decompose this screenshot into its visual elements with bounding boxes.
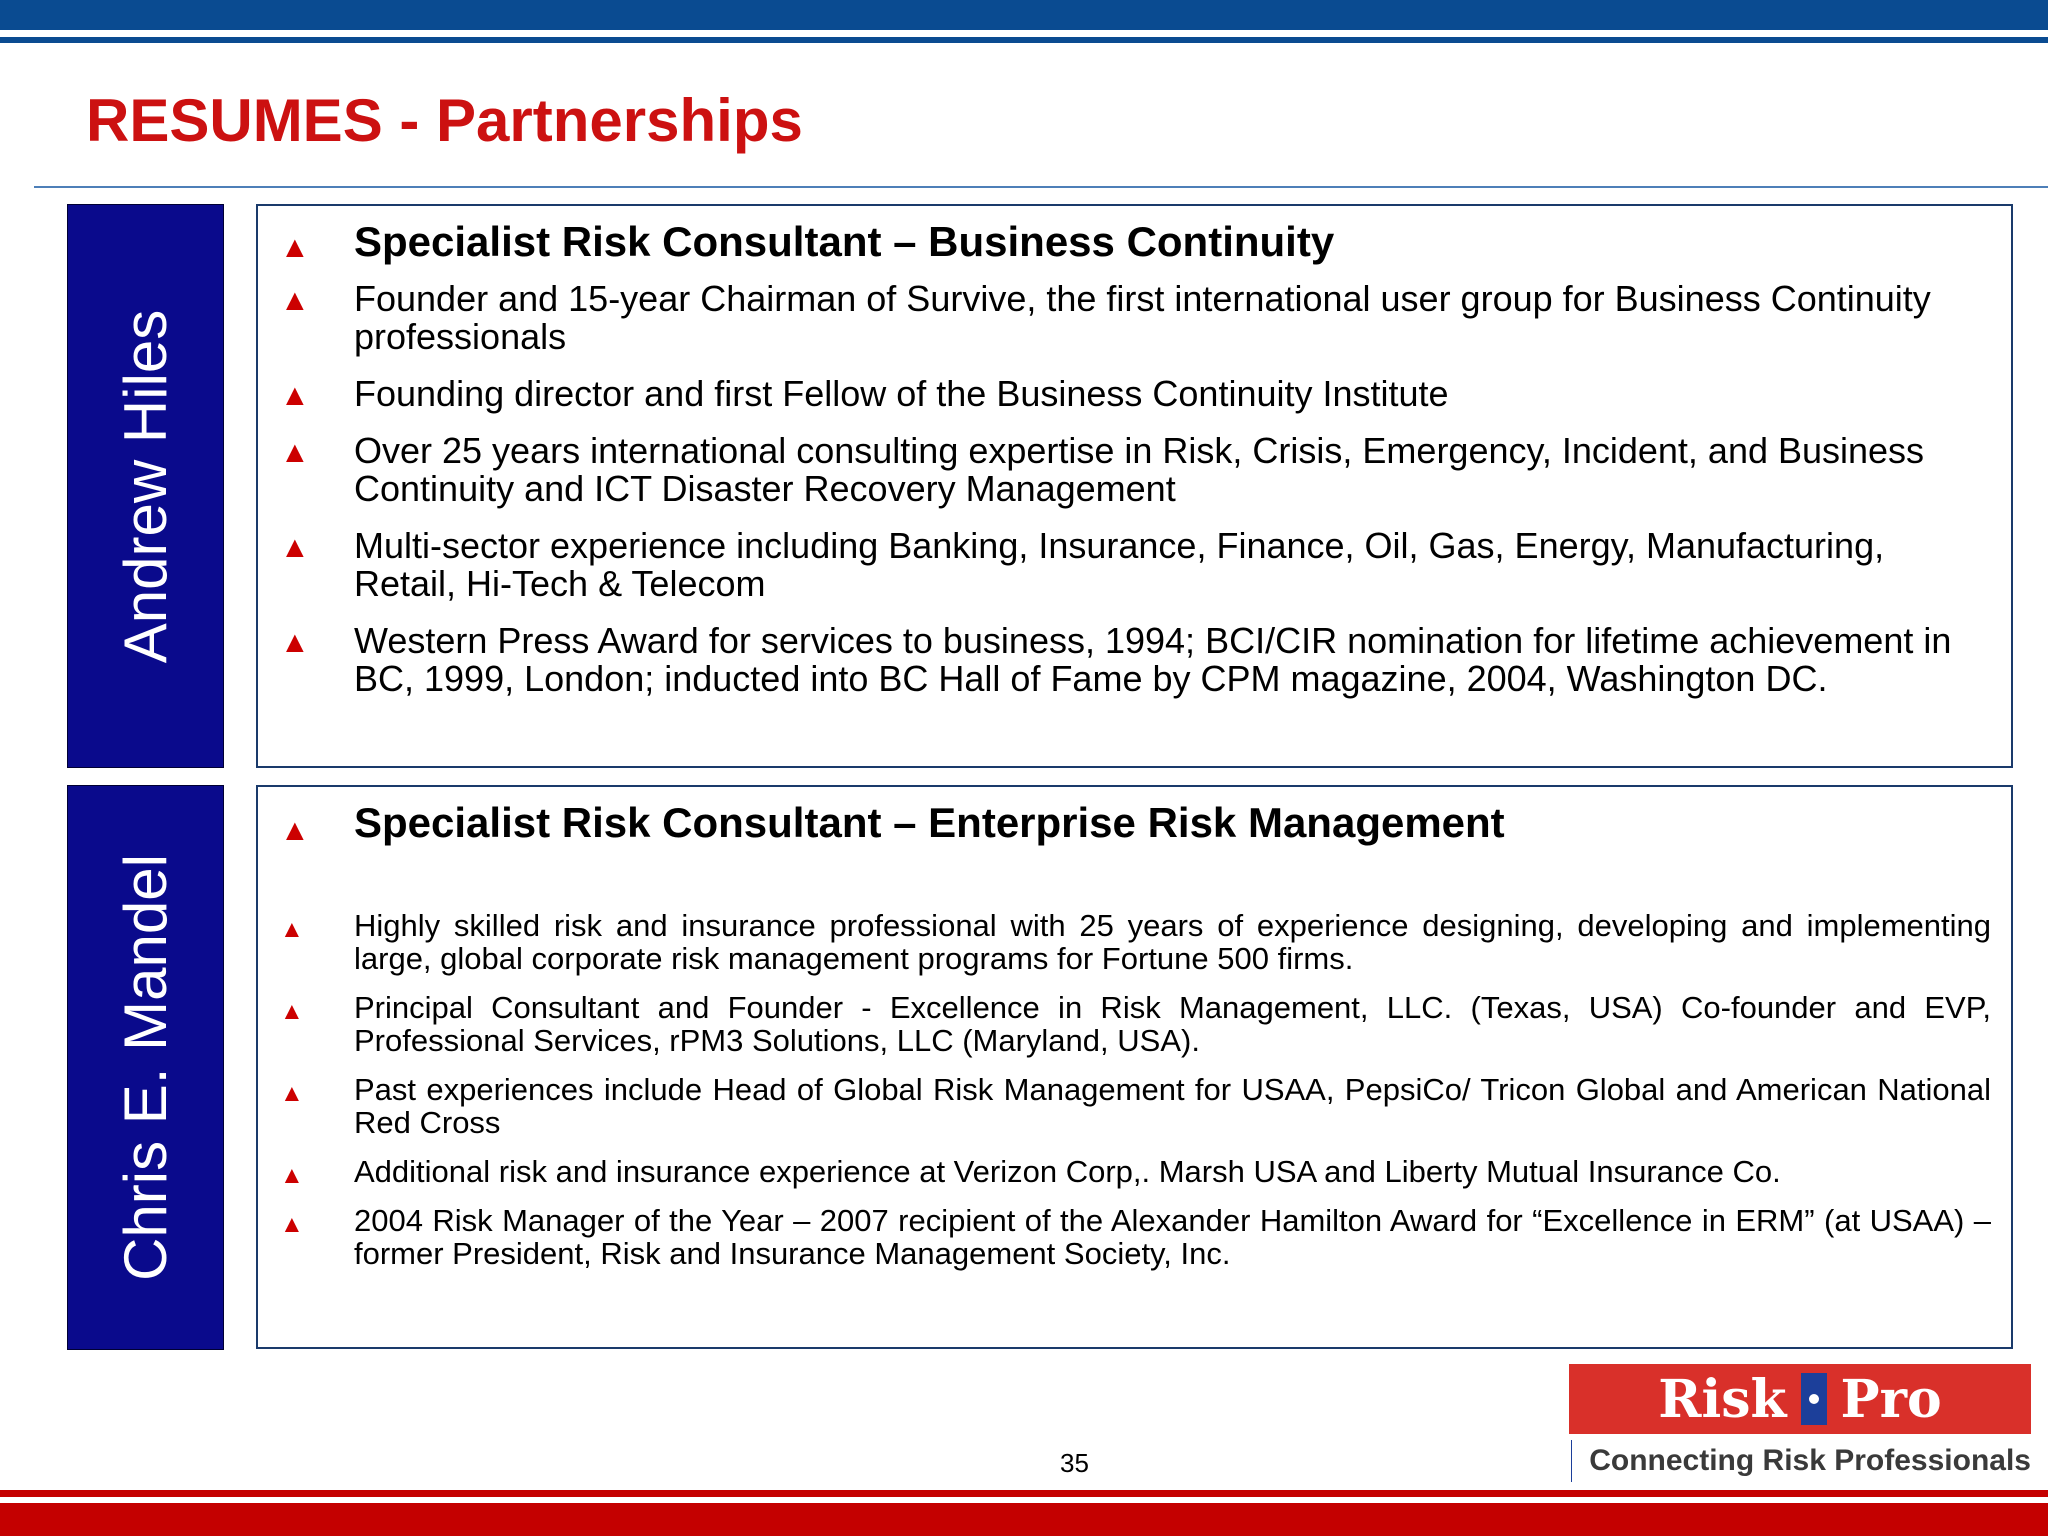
- red-triangle-icon: ▲: [280, 531, 310, 564]
- bullet-text: Highly skilled risk and insurance professional with 25 years of experience designing, developing and implementing large, global corporate risk management programs for Fortune 500 firms.: [354, 908, 1991, 976]
- red-triangle-icon: ▲: [280, 814, 310, 847]
- bullet-text: Founding director and first Fellow of the Business Continuity Institute: [354, 373, 1449, 414]
- person-name: Chris E. Mandel: [112, 854, 180, 1281]
- bullet-text: Western Press Award for services to business, 1994; BCI/CIR nomination for lifetime achievement in BC, 1999, London; inducted into BC Hall of Fame by CPM magazine, 2004, Washington DC.: [354, 620, 1952, 699]
- list-item: [258, 432, 2011, 508]
- red-triangle-icon: ▲: [280, 998, 304, 1025]
- bullet-list: [258, 799, 2011, 1286]
- title-divider: [34, 186, 2048, 188]
- bullet-text: Over 25 years international consulting expertise in Risk, Crisis, Emergency, Incident, and Business Continuity and ICT Disaster Recovery Management: [354, 430, 1925, 509]
- riskpro-logo: [1569, 1364, 2031, 1486]
- red-triangle-icon: ▲: [280, 1162, 304, 1189]
- footer-bar: [0, 1503, 2048, 1536]
- logo-tagline-row: [1569, 1436, 2031, 1486]
- resume-box-chris-mandel: [256, 785, 2013, 1349]
- list-item: [258, 909, 2011, 975]
- list-item: [258, 991, 2011, 1057]
- logo-banner: [1569, 1364, 2031, 1434]
- list-item: [258, 622, 2011, 698]
- logo-dot-icon: [1801, 1373, 1827, 1425]
- footer-line: [0, 1490, 2048, 1497]
- person-name: Andrew Hiles: [112, 309, 179, 663]
- bullet-text: Founder and 15-year Chairman of Survive, the first international user group for Business Continuity professionals: [354, 278, 1931, 357]
- bullet-list: [258, 220, 2011, 717]
- red-triangle-icon: ▲: [280, 1080, 304, 1107]
- bullet-text: Multi-sector experience including Banking, Insurance, Finance, Oil, Gas, Energy, Manufacturing, Retail, Hi-Tech & Telecom: [354, 525, 1885, 604]
- resume-box-andrew-hiles: [256, 204, 2013, 768]
- list-item: [258, 1204, 2011, 1270]
- page-number: 35: [1060, 1448, 1089, 1478]
- list-item: [258, 280, 2011, 356]
- list-item: [258, 375, 2011, 413]
- red-triangle-icon: ▲: [280, 1211, 304, 1238]
- list-item: [258, 799, 2011, 847]
- slide-title: RESUMES - Partnerships: [86, 87, 803, 154]
- red-triangle-icon: ▲: [280, 916, 304, 943]
- red-triangle-icon: ▲: [280, 231, 310, 264]
- name-tab-chris-mandel: [67, 785, 224, 1350]
- top-header-bar: [0, 0, 2048, 30]
- logo-word-right: Pro: [1840, 1368, 1942, 1430]
- red-triangle-icon: ▲: [280, 626, 310, 659]
- resume-heading: Specialist Risk Consultant – Business Continuity: [354, 218, 1335, 265]
- bullet-text: Principal Consultant and Founder - Excellence in Risk Management, LLC. (Texas, USA) Co-founder and EVP, Professional Services, rPM3 Solutions, LLC (Maryland, USA).: [354, 990, 1991, 1058]
- red-triangle-icon: ▲: [280, 284, 310, 317]
- list-item: [258, 527, 2011, 603]
- red-triangle-icon: ▲: [280, 436, 310, 469]
- name-tab-andrew-hiles: [67, 204, 224, 768]
- logo-word-left: Risk: [1658, 1368, 1787, 1430]
- list-item: [258, 220, 2011, 264]
- list-item: [258, 1155, 2011, 1188]
- top-header-line: [0, 37, 2048, 43]
- bullet-text: Additional risk and insurance experience at Verizon Corp,. Marsh USA and Liberty Mutual Insurance Co.: [354, 1154, 1781, 1189]
- resume-heading: Specialist Risk Consultant – Enterprise Risk Management: [354, 799, 1505, 846]
- red-triangle-icon: ▲: [280, 379, 310, 412]
- list-item: [258, 1073, 2011, 1139]
- bullet-text: Past experiences include Head of Global Risk Management for USAA, PepsiCo/ Tricon Global and American National Red Cross: [354, 1072, 1991, 1140]
- bullet-text: 2004 Risk Manager of the Year – 2007 recipient of the Alexander Hamilton Award for “Excellence in ERM” (at USAA) – former President, Risk and Insurance Management Society, Inc.: [354, 1203, 1991, 1271]
- logo-tagline: Connecting Risk Professionals: [1589, 1444, 2031, 1477]
